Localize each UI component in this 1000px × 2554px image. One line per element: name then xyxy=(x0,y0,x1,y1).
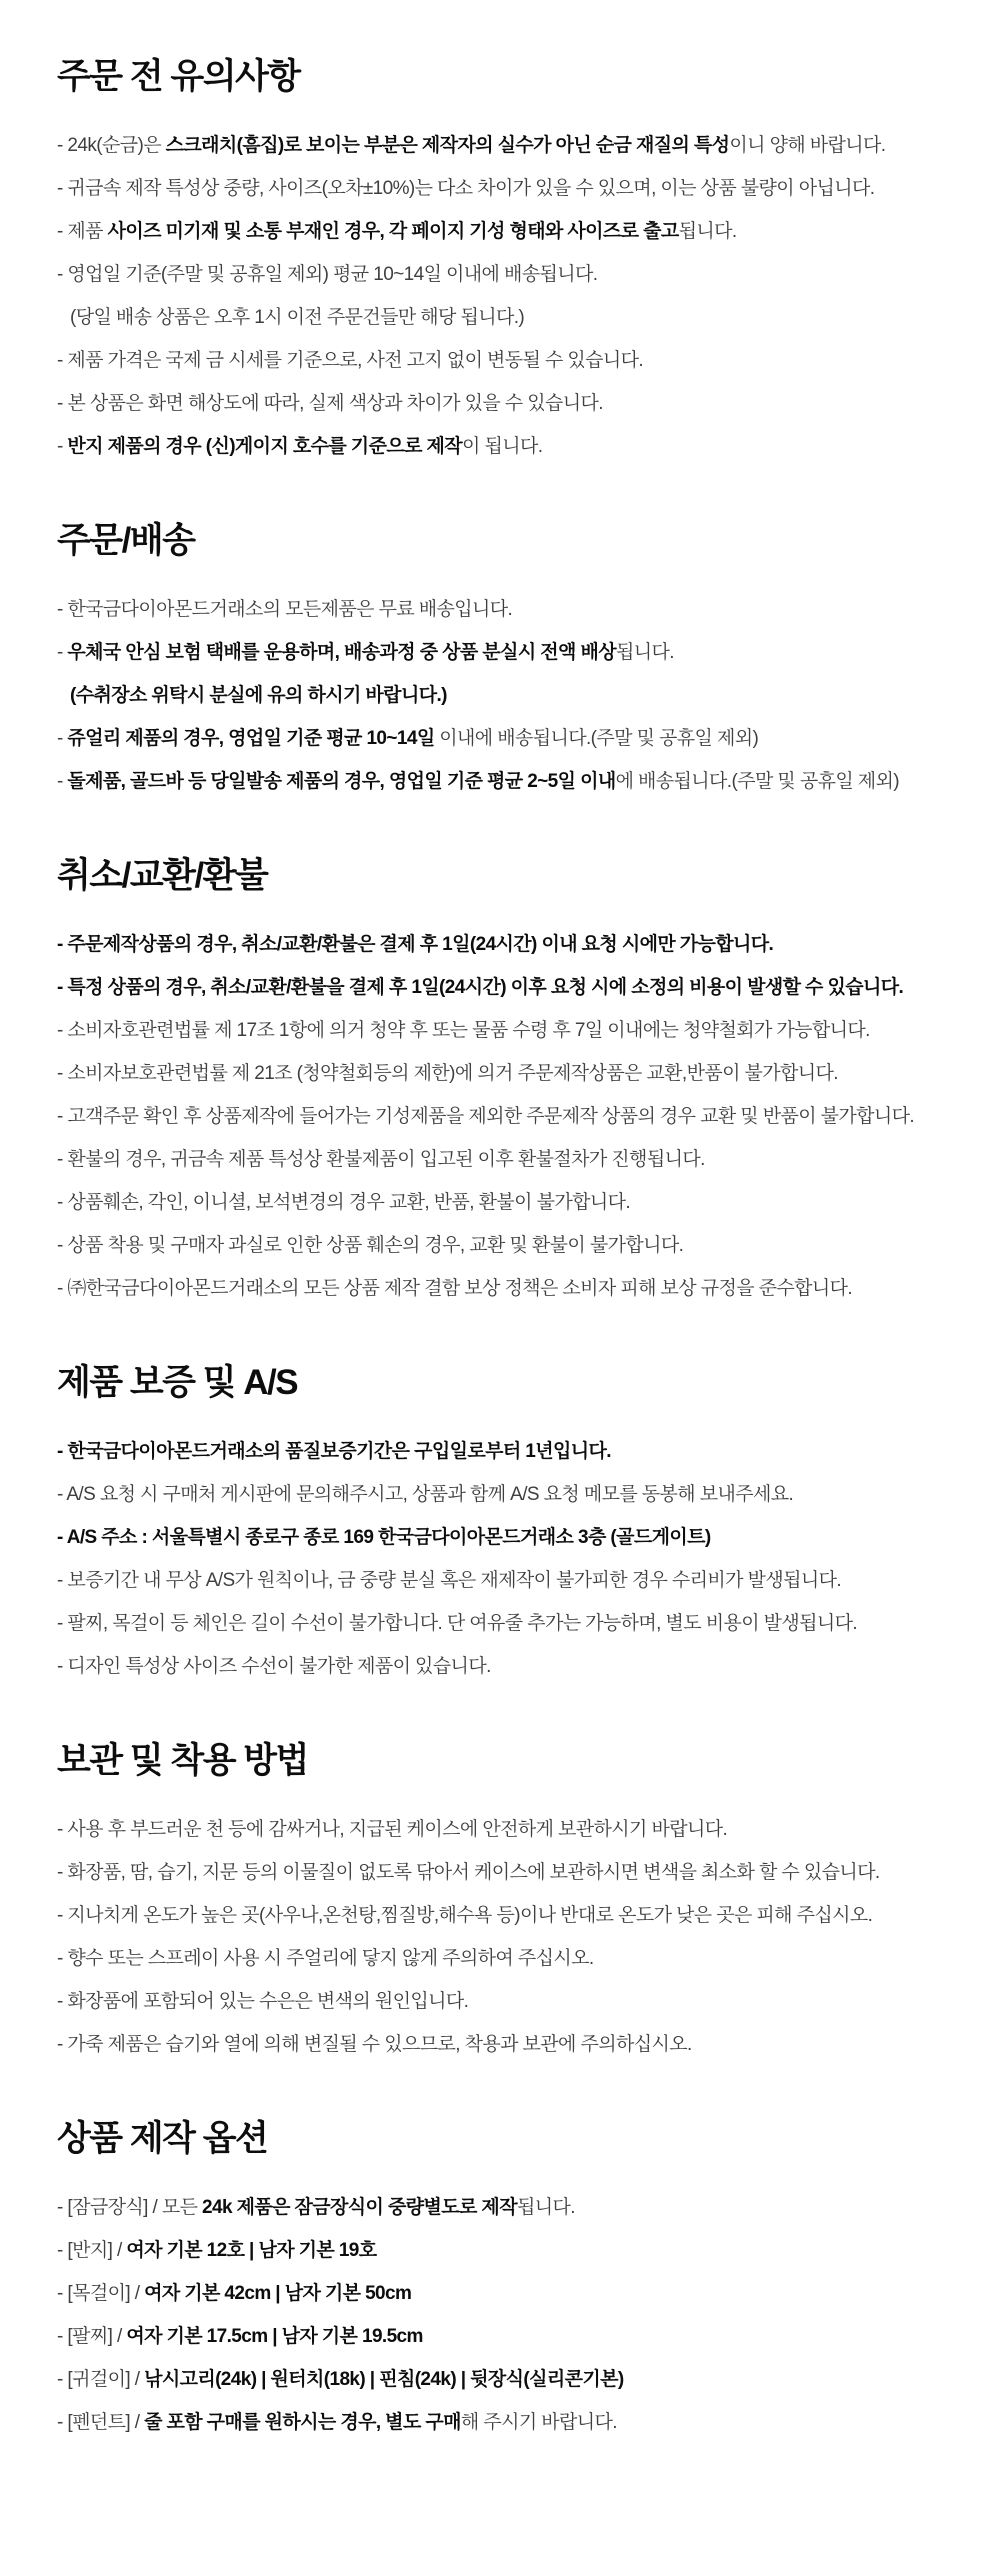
text-segment: - 특정 상품의 경우, 취소/교환/환불을 결제 후 1일(24시간) 이후 요청 시에 소정의 비용이 발생할 수 있습니다. xyxy=(57,977,904,998)
notice-line xyxy=(57,210,964,253)
notice-section xyxy=(57,520,964,803)
text-segment: - 한국금다이아몬드거래소의 모든제품은 무료 배송입니다. xyxy=(57,599,513,620)
section-title: 보관 및 착용 방법 xyxy=(57,1741,308,1780)
section-title: 주문 전 유의사항 xyxy=(57,57,300,96)
text-segment: 여자 기본 17.5cm | 남자 기본 19.5cm xyxy=(126,2326,423,2347)
text-segment: 됩니다. xyxy=(516,2197,575,2218)
text-segment: - xyxy=(57,771,68,792)
text-segment: - 화장품에 포함되어 있는 수은은 변색의 원인입니다. xyxy=(57,1991,469,2012)
text-segment: - 보증기간 내 무상 A/S가 원칙이나, 금 중량 분실 혹은 재제작이 불가피한 경우 수리비가 발생됩니다. xyxy=(57,1570,842,1591)
text-segment: - 24k(순금)은 xyxy=(57,135,166,156)
notice-line xyxy=(57,1559,964,1602)
notice-line xyxy=(57,1052,964,1095)
text-segment: - 제품 가격은 국제 금 시세를 기준으로, 사전 고지 없이 변동될 수 있습니다. xyxy=(57,350,644,371)
notice-line xyxy=(57,2315,964,2358)
text-segment: - xyxy=(57,436,68,457)
notice-line xyxy=(57,1851,964,1894)
text-segment: 낚시고리(24k) | 원터치(18k) | 핀침(24k) | 뒷장식(실리콘기본) xyxy=(144,2369,624,2390)
notice-line xyxy=(57,296,964,339)
text-segment: 스크래치(흠집)로 보이는 부분은 제작자의 실수가 아닌 순금 재질의 특성 xyxy=(165,135,730,156)
notice-line xyxy=(57,631,964,674)
section-title: 상품 제작 옵션 xyxy=(57,2119,268,2158)
text-segment: - 가죽 제품은 습기와 열에 의해 변질될 수 있으므로, 착용과 보관에 주의하십시오. xyxy=(57,2034,692,2055)
text-segment: - xyxy=(57,642,68,663)
text-segment: - [귀걸이] / xyxy=(57,2369,145,2390)
notice-section xyxy=(57,1740,964,2066)
notice-line xyxy=(57,588,964,631)
text-segment: - 귀금속 제작 특성상 중량, 사이즈(오차±10%)는 다소 차이가 있을 수 있으며, 이는 상품 불량이 아닙니다. xyxy=(57,178,875,199)
notice-line xyxy=(57,2401,964,2444)
section-title: 주문/배송 xyxy=(57,521,195,560)
text-segment: - 제품 xyxy=(57,221,108,242)
notice-line xyxy=(57,253,964,296)
notice-line xyxy=(57,2358,964,2401)
notice-line xyxy=(57,674,964,717)
notice-line xyxy=(57,1937,964,1980)
notice-line xyxy=(57,1980,964,2023)
text-segment: - 팔찌, 목걸이 등 체인은 길이 수선이 불가합니다. 단 여유줄 추가는 가능하며, 별도 비용이 발생됩니다. xyxy=(57,1613,858,1634)
notice-line xyxy=(57,2186,964,2229)
text-segment: 해 주시기 바랍니다. xyxy=(460,2412,617,2433)
notice-line xyxy=(57,1095,964,1138)
notice-line xyxy=(57,923,964,966)
text-segment: - 영업일 기준(주말 및 공휴일 제외) 평균 10~14일 이내에 배송됩니다. xyxy=(57,264,598,285)
text-segment: 우체국 안심 보험 택배를 운용하며, 배송과정 중 상품 분실시 전액 배상 xyxy=(67,642,616,663)
text-segment: - 소비자보호관련법률 제 21조 (청약철회등의 제한)에 의거 주문제작상품은 교환,반품이 불가합니다. xyxy=(57,1063,838,1084)
text-segment: - [펜던트] / xyxy=(57,2412,145,2433)
notice-line xyxy=(57,1181,964,1224)
text-segment: - 디자인 특성상 사이즈 수선이 불가한 제품이 있습니다. xyxy=(57,1656,491,1677)
text-segment: 됩니다. xyxy=(678,221,737,242)
text-segment: 돌제품, 골드바 등 당일발송 제품의 경우, 영업일 기준 평균 2~5일 이내 xyxy=(67,771,616,792)
text-segment: 이내에 배송됩니다.(주말 및 공휴일 제외) xyxy=(434,728,759,749)
text-segment: - 한국금다이아몬드거래소의 품질보증기간은 구입일로부터 1년입니다. xyxy=(57,1441,611,1462)
notice-line xyxy=(57,1267,964,1310)
text-segment: 반지 제품의 경우 (신)게이지 호수를 기준으로 제작 xyxy=(67,436,463,457)
text-segment: - 고객주문 확인 후 상품제작에 들어가는 기성제품을 제외한 주문제작 상품의 경우 교환 및 반품이 불가합니다. xyxy=(57,1106,915,1127)
text-segment: - 지나치게 온도가 높은 곳(사우나,온천탕,찜질방,해수욕 등)이나 반대로 온도가 낮은 곳은 피해 주십시오. xyxy=(57,1905,873,1926)
text-segment: 이 됩니다. xyxy=(462,436,543,457)
notice-line xyxy=(57,382,964,425)
text-segment: - xyxy=(57,728,68,749)
notice-line xyxy=(57,1138,964,1181)
text-segment: - 상품 착용 및 구매자 과실로 인한 상품 훼손의 경우, 교환 및 환불이 불가합니다. xyxy=(57,1235,684,1256)
notice-line xyxy=(57,2229,964,2272)
text-segment: - [팔찌] / xyxy=(57,2326,127,2347)
text-segment: - [반지] / xyxy=(57,2240,127,2261)
text-segment: - 상품훼손, 각인, 이니셜, 보석변경의 경우 교환, 반품, 환불이 불가합니다. xyxy=(57,1192,631,1213)
text-segment: - 환불의 경우, 귀금속 제품 특성상 환불제품이 입고된 이후 환불절차가 진행됩니다. xyxy=(57,1149,705,1170)
text-segment: 여자 기본 42cm | 남자 기본 50cm xyxy=(144,2283,412,2304)
text-segment: - [목걸이] / xyxy=(57,2283,145,2304)
text-segment: (수취장소 위탁시 분실에 유의 하시기 바랍니다.) xyxy=(70,685,447,706)
text-segment: 됩니다. xyxy=(616,642,674,663)
notice-section xyxy=(57,855,964,1310)
text-segment: - A/S 주소 : 서울특별시 종로구 종로 169 한국금다이아몬드거래소 3층 (골드게이트) xyxy=(57,1527,711,1548)
text-segment: - ㈜한국금다이아몬드거래소의 모든 상품 제작 결함 보상 정책은 소비자 피해 보상 규정을 준수합니다. xyxy=(57,1278,853,1299)
section-title: 취소/교환/환불 xyxy=(57,856,268,895)
notice-line xyxy=(57,760,964,803)
notice-line xyxy=(57,1009,964,1052)
notice-section xyxy=(57,2118,964,2444)
text-segment: - 주문제작상품의 경우, 취소/교환/환불은 결제 후 1일(24시간) 이내 요청 시에만 가능합니다. xyxy=(57,934,774,955)
notice-line xyxy=(57,2023,964,2066)
text-segment: 이니 양해 바랍니다. xyxy=(729,135,886,156)
notice-line xyxy=(57,339,964,382)
notice-section xyxy=(57,56,964,468)
text-segment: (당일 배송 상품은 오후 1시 이전 주문건들만 해당 됩니다.) xyxy=(70,307,525,328)
text-segment: - A/S 요청 시 구매처 게시판에 문의해주시고, 상품과 함께 A/S 요청 메모를 동봉해 보내주세요. xyxy=(57,1484,794,1505)
notice-line xyxy=(57,167,964,210)
text-segment: 여자 기본 12호 | 남자 기본 19호 xyxy=(126,2240,377,2261)
notice-line xyxy=(57,1430,964,1473)
text-segment: - 소비자호관련법률 제 17조 1항에 의거 청약 후 또는 물품 수령 후 7일 이내에는 청약철회가 가능합니다. xyxy=(57,1020,870,1041)
notice-line xyxy=(57,966,964,1009)
text-segment: - 화장품, 땀, 습기, 지문 등의 이물질이 없도록 닦아서 케이스에 보관하시면 변색을 최소화 할 수 있습니다. xyxy=(57,1862,880,1883)
notice-line xyxy=(57,1645,964,1688)
notice-line xyxy=(57,1473,964,1516)
text-segment: - 본 상품은 화면 해상도에 따라, 실제 색상과 차이가 있을 수 있습니다. xyxy=(57,393,603,414)
notice-line xyxy=(57,1516,964,1559)
text-segment: 24k 제품은 잠금장식이 중량별도로 제작 xyxy=(202,2197,517,2218)
notice-line xyxy=(57,717,964,760)
text-segment: - 사용 후 부드러운 천 등에 감싸거나, 지급된 케이스에 안전하게 보관하시기 바랍니다. xyxy=(57,1819,728,1840)
notice-line xyxy=(57,1602,964,1645)
notice-line xyxy=(57,124,964,167)
notice-section xyxy=(57,1362,964,1688)
section-title: 제품 보증 및 A/S xyxy=(57,1363,298,1402)
notice-line xyxy=(57,1808,964,1851)
text-segment: - 향수 또는 스프레이 사용 시 주얼리에 닿지 않게 주의하여 주십시오. xyxy=(57,1948,594,1969)
text-segment: 줄 포함 구매를 원하시는 경우, 별도 구매 xyxy=(144,2412,461,2433)
notice-line xyxy=(57,1894,964,1937)
text-segment: - [잠금장식] / 모든 xyxy=(57,2197,203,2218)
notice-line xyxy=(57,425,964,468)
text-segment: 쥬얼리 제품의 경우, 영업일 기준 평균 10~14일 xyxy=(67,728,435,749)
text-segment: 에 배송됩니다.(주말 및 공휴일 제외) xyxy=(615,771,899,792)
notice-line xyxy=(57,2272,964,2315)
text-segment: 사이즈 미기재 및 소통 부재인 경우, 각 페이지 기성 형태와 사이즈로 출고 xyxy=(107,221,679,242)
notice-line xyxy=(57,1224,964,1267)
